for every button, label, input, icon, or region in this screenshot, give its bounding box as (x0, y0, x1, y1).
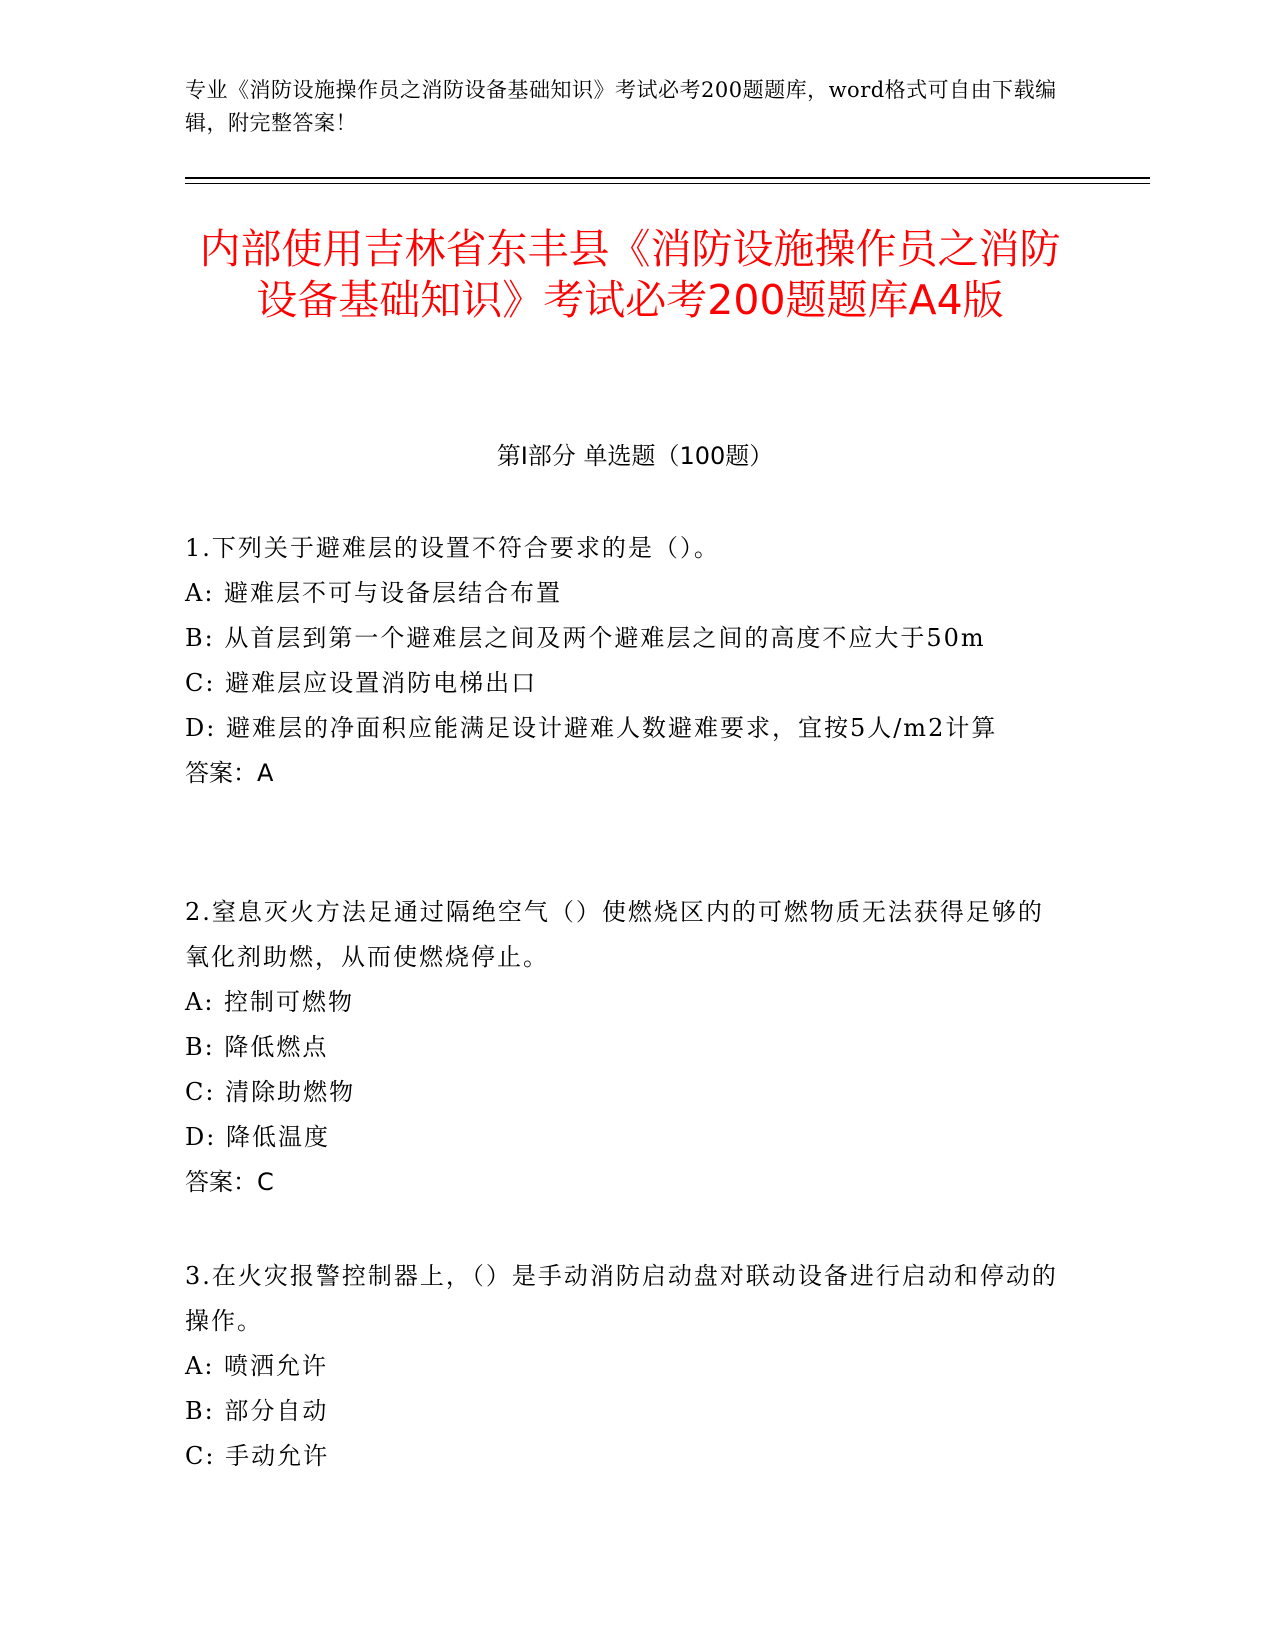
header-note: 专业《消防设施操作员之消防设备基础知识》考试必考200题题库，word格式可自由下载编辑，附完整答案！ (185, 78, 1057, 135)
question-stem: 3.在火灾报警控制器上，（）是手动消防启动盘对联动设备进行启动和停动的操作。 (185, 1262, 1058, 1335)
header-divider-thick (185, 177, 1150, 179)
answer: 答案：A (185, 759, 274, 787)
option-a: A: 喷洒允许 (185, 1352, 329, 1380)
option-c: C: 手动允许 (185, 1442, 330, 1470)
header-divider-thin (185, 183, 1150, 184)
option-b: B: 部分自动 (185, 1397, 329, 1425)
option-b: B: 从首层到第一个避难层之间及两个避难层之间的高度不应大于50m (185, 624, 986, 652)
option-a: A: 控制可燃物 (185, 988, 355, 1016)
question-stem: 2.窒息灭火方法足通过隔绝空气（）使燃烧区内的可燃物质无法获得足够的氧化剂助燃，从而使燃烧停止。 (185, 898, 1044, 971)
section-heading: 第I部分 单选题（100题） (496, 442, 774, 470)
option-c: C: 避难层应设置消防电梯出口 (185, 669, 538, 697)
question-2 (185, 890, 1060, 1205)
question-1 (185, 526, 1060, 796)
option-c: C: 清除助燃物 (185, 1078, 356, 1106)
document-title: 内部使用吉林省东丰县《消防设施操作员之消防设备基础知识》考试必考200题题库A4版 (199, 225, 1061, 324)
question-stem: 1.下列关于避难层的设置不符合要求的是（）。 (185, 534, 720, 562)
question-3 (185, 1254, 1060, 1479)
option-d: D: 降低温度 (185, 1123, 330, 1151)
option-b: B: 降低燃点 (185, 1033, 329, 1061)
option-d: D: 避难层的净面积应能满足设计避难人数避难要求，宜按5人/m2计算 (185, 714, 998, 742)
option-a: A: 避难层不可与设备层结合布置 (185, 579, 563, 607)
answer: 答案：C (185, 1168, 274, 1196)
